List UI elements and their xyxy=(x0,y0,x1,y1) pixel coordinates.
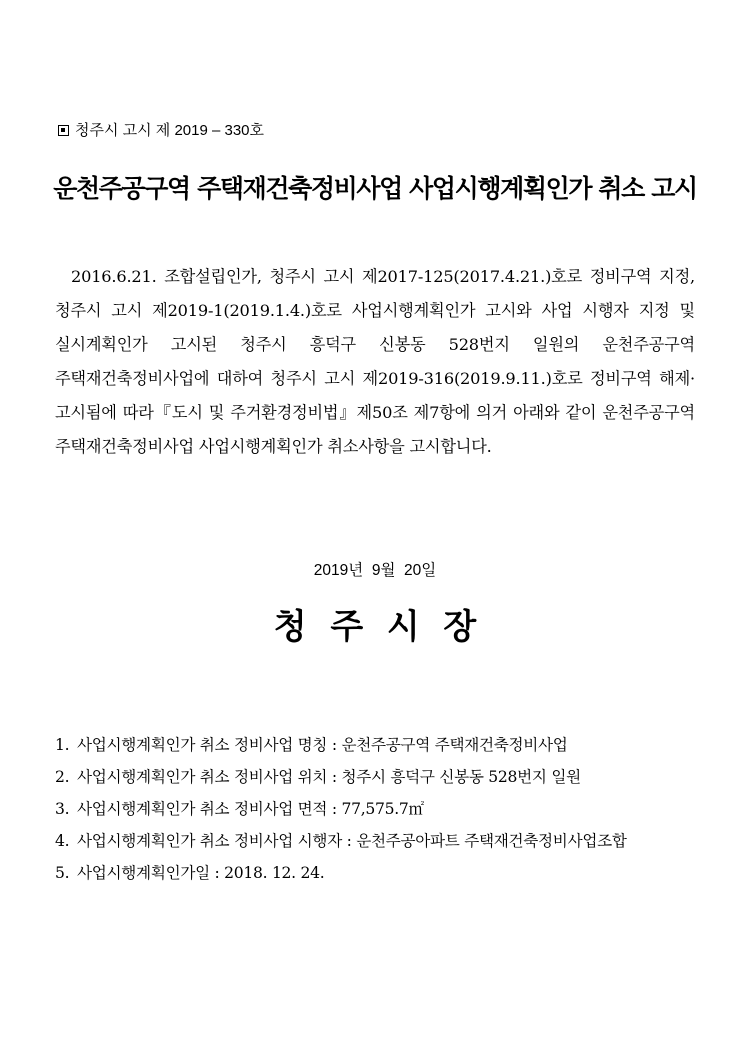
list-item-text: 사업시행계획인가 취소 정비사업 위치 : 청주시 흥덕구 신봉동 528번지 일원 xyxy=(77,768,581,786)
list-item-number: 4. xyxy=(55,832,70,850)
list-item-text: 사업시행계획인가 취소 정비사업 면적 : 77,575.7㎡ xyxy=(77,800,424,818)
list-item xyxy=(55,793,705,825)
list-item-number: 5. xyxy=(55,864,70,882)
list-item xyxy=(55,729,705,761)
list-item-number: 3. xyxy=(55,800,70,818)
notice-items-list xyxy=(55,729,705,889)
list-item-number: 2. xyxy=(55,768,70,786)
notice-number xyxy=(58,121,264,141)
notice-number-text: 청주시 고시 제 2019 – 330호 xyxy=(75,122,265,139)
list-item-text: 사업시행계획인가일 : 2018. 12. 24. xyxy=(77,864,325,882)
list-item xyxy=(55,761,705,793)
document-title: 운천주공구역 주택재건축정비사업 사업시행계획인가 취소 고시 xyxy=(53,174,697,203)
notice-body: 2016.6.21. 조합설립인가, 청주시 고시 제2017-125(2017.4.21.)호로 정비구역 지정, 청주시 고시 제2019-1(2019.1.4.)호로 사업시행계획인가 고시와 사업 시행자 지정 및 실시계획인가 고시된 청주시 흥덕구 신봉동 528번지 일원의 운천주공구역 주택재건축정비사업에 대하여 청주시 고시 제2019-316(2019.9.11.)호로 정비구역 해제·고시됨에 따라『도시 및 주거환경정비법』제50조 제7항에 의거 아래와 같이 운천주공구역 주택재건축정비사업 사업시행계획인가 취소사항을 고시합니다. xyxy=(55,267,695,456)
filled-square-bullet-icon xyxy=(58,125,69,136)
list-item-number: 1. xyxy=(55,736,70,754)
list-item xyxy=(55,857,705,889)
list-item xyxy=(55,825,705,857)
notice-date: 2019년 9월 20일 xyxy=(313,562,437,579)
list-item-text: 사업시행계획인가 취소 정비사업 명칭 : 운천주공구역 주택재건축정비사업 xyxy=(77,736,568,754)
issuer-name: 청 주 시 장 xyxy=(273,607,477,647)
list-item-text: 사업시행계획인가 취소 정비사업 시행자 : 운천주공아파트 주택재건축정비사업조합 xyxy=(77,832,627,850)
